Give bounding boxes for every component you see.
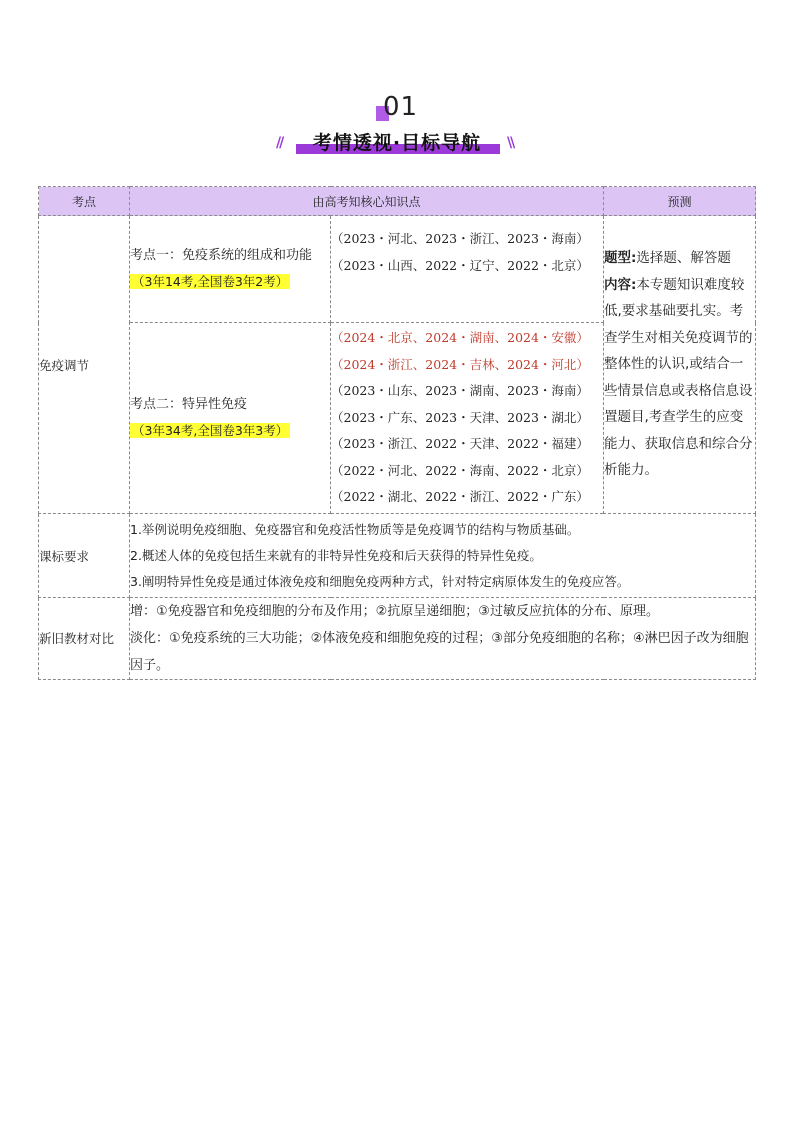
right-slash-decoration: \\ [507,135,514,151]
header-prediction: 预测 [604,187,756,216]
table-header-row [39,187,756,216]
content-text: 本专题知识难度较低,要求基础要扎实。考查学生对相关免疫调节的整体性的认识,或结合一些情景信息或表格信息设置题目,考查学生的应变能力、获取信息和综合分析能力。 [604,276,753,479]
kp1-cell [130,216,331,323]
table-row-kp1 [39,216,756,323]
requirement-item: 3.阐明特异性免疫是通过体液免疫和细胞免疫两种方式，针对特定病原体发生的免疫应答。 [130,573,630,589]
type-text: 选择题、解答题 [636,250,731,267]
header-core-knowledge: 由高考知核心知识点 [130,187,604,216]
kp2-stat: （3年34考,全国卷3年3考） [132,422,289,438]
table-row-comparison [39,598,756,680]
kp2-cell [130,323,331,514]
section-title: 考情透视·目标导航 [312,132,482,154]
kp2-years [331,323,604,514]
content-label: 内容: [604,276,637,293]
left-slash-decoration: // [276,135,283,151]
table-row-requirements [39,514,756,598]
requirements-cell [130,514,756,598]
header-exam-point: 考点 [39,187,130,216]
year-line: （2023・山西、2022・辽宁、2022・北京） [331,257,589,273]
year-line-red: （2024・北京、2024・湖南、2024・安徽） [331,330,589,346]
section-number-badge [376,92,436,126]
requirement-item: 1.举例说明免疫细胞、免疫器官和免疫活性物质等是免疫调节的结构与物质基础。 [130,521,580,537]
kp1-years [331,216,604,323]
year-line: （2023・浙江、2022・天津、2022・福建） [331,436,589,452]
comparison-reduced: 淡化：①免疫系统的三大功能；②体液免疫和细胞免疫的过程；③部分免疫细胞的名称；④淋巴因子改为细胞因子。 [130,631,749,673]
comparison-added: 增：①免疫器官和免疫细胞的分布及作用；②抗原呈递细胞；③过敏反应抗体的分布、原理。 [130,604,659,619]
year-line: （2022・湖北、2022・浙江、2022・广东） [331,489,589,505]
requirement-item: 2.概述人体的免疫包括生来就有的非特异性免疫和后天获得的特异性免疫。 [130,547,542,563]
section-number: 01 [383,92,419,122]
type-label: 题型: [604,250,637,267]
kp2-name: 考点二：特异性免疫 [130,396,248,412]
kp1-name: 考点一：免疫系统的组成和功能 [130,247,313,263]
year-line-red: （2024・浙江、2024・吉林、2024・河北） [331,356,589,372]
year-line: （2023・山东、2023・湖南、2023・海南） [331,383,589,399]
kp1-stat: （3年14考,全国卷3年2考） [132,273,289,289]
year-line: （2023・广东、2023・天津、2023・湖北） [331,409,589,425]
row-label-immune-regulation: 免疫调节 [39,216,130,514]
section-header [0,92,794,162]
row-label-comparison: 新旧教材对比 [39,598,130,680]
prediction-cell [604,216,756,514]
comparison-cell [130,598,756,680]
row-label-requirements: 课标要求 [39,514,130,598]
year-line: （2022・河北、2022・海南、2022・北京） [331,462,589,478]
exam-analysis-table [38,186,756,680]
year-line: （2023・河北、2023・浙江、2023・海南） [331,231,589,246]
